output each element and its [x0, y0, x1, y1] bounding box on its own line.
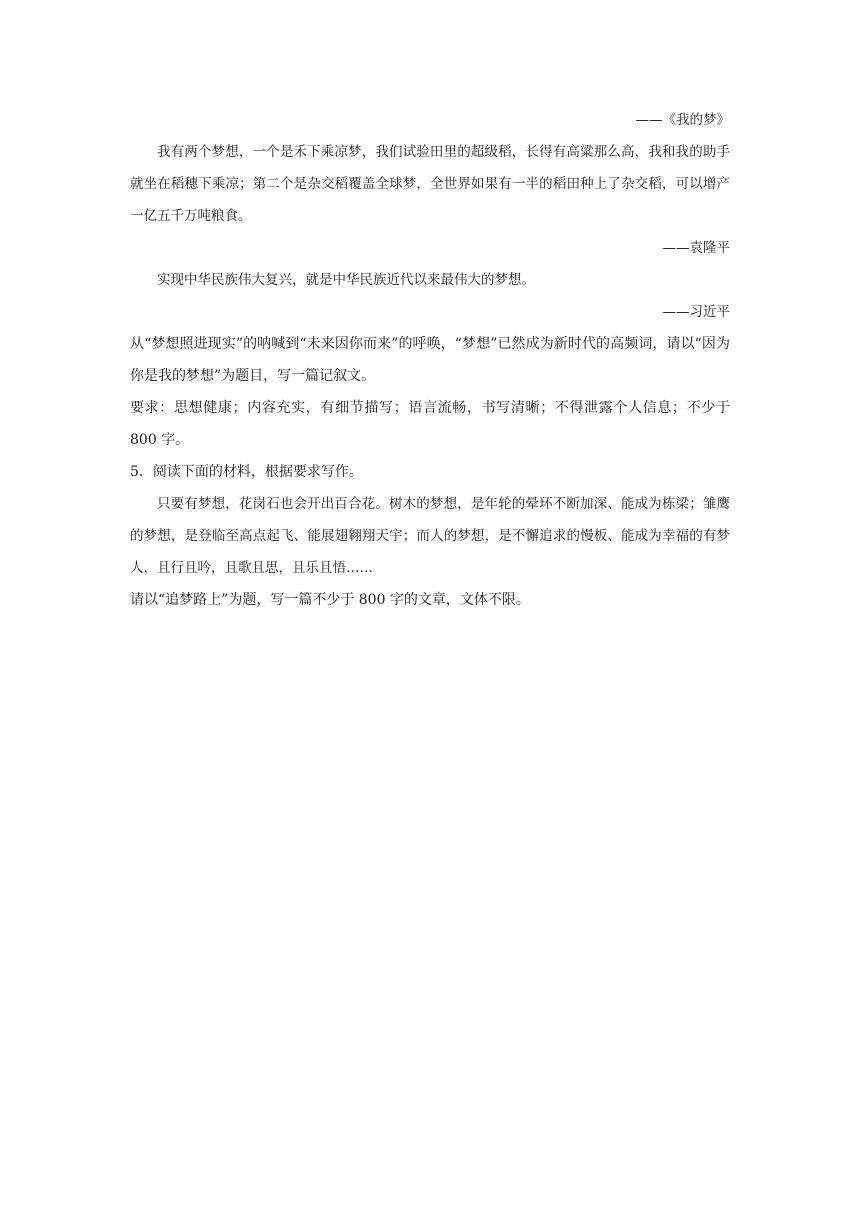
- task-5-heading: 5．阅读下面的材料，根据要求写作。: [130, 464, 363, 480]
- task-4-requirements: 要求：思想健康；内容充实，有细节描写；语言流畅，书写清晰；不得泄露个人信息；不少于 800 字。: [130, 400, 730, 448]
- quote-source-2: ——袁隆平: [662, 240, 730, 256]
- task-5-prompt: 请以“追梦路上”为题，写一篇不少于 800 字的文章，文体不限。: [130, 592, 530, 608]
- quote-paragraph-2: 实现中华民族伟大复兴，就是中华民族近代以来最伟大的梦想。: [157, 272, 535, 288]
- quote-source-3: ——习近平: [662, 304, 730, 320]
- task-5-material: 只要有梦想，花岗石也会开出百合花。树木的梦想，是年轮的晕环不断加深、能成为栋梁；雏鹰的梦想，是登临至高点起飞、能展翅翱翔天宇；而人的梦想，是不懈追求的慢板、能成为幸福的有梦人，且行且吟，且歌且思，且乐且悟……: [130, 496, 730, 576]
- quote-source-1: ——《我的梦》: [635, 112, 730, 128]
- document-page: [130, 104, 730, 616]
- quote-paragraph-1: 我有两个梦想，一个是禾下乘凉梦，我们试验田里的超级稻，长得有高粱那么高，我和我的助手就坐在稻穗下乘凉；第二个是杂交稻覆盖全球梦，全世界如果有一半的稻田种上了杂交稻，可以增产一亿五千万吨粮食。: [130, 144, 730, 224]
- task-4-prompt: 从“梦想照进现实”的呐喊到“未来因你而来”的呼唤，“梦想”已然成为新时代的高频词，请以“因为你是我的梦想”为题目，写一篇记叙文。: [130, 336, 730, 384]
